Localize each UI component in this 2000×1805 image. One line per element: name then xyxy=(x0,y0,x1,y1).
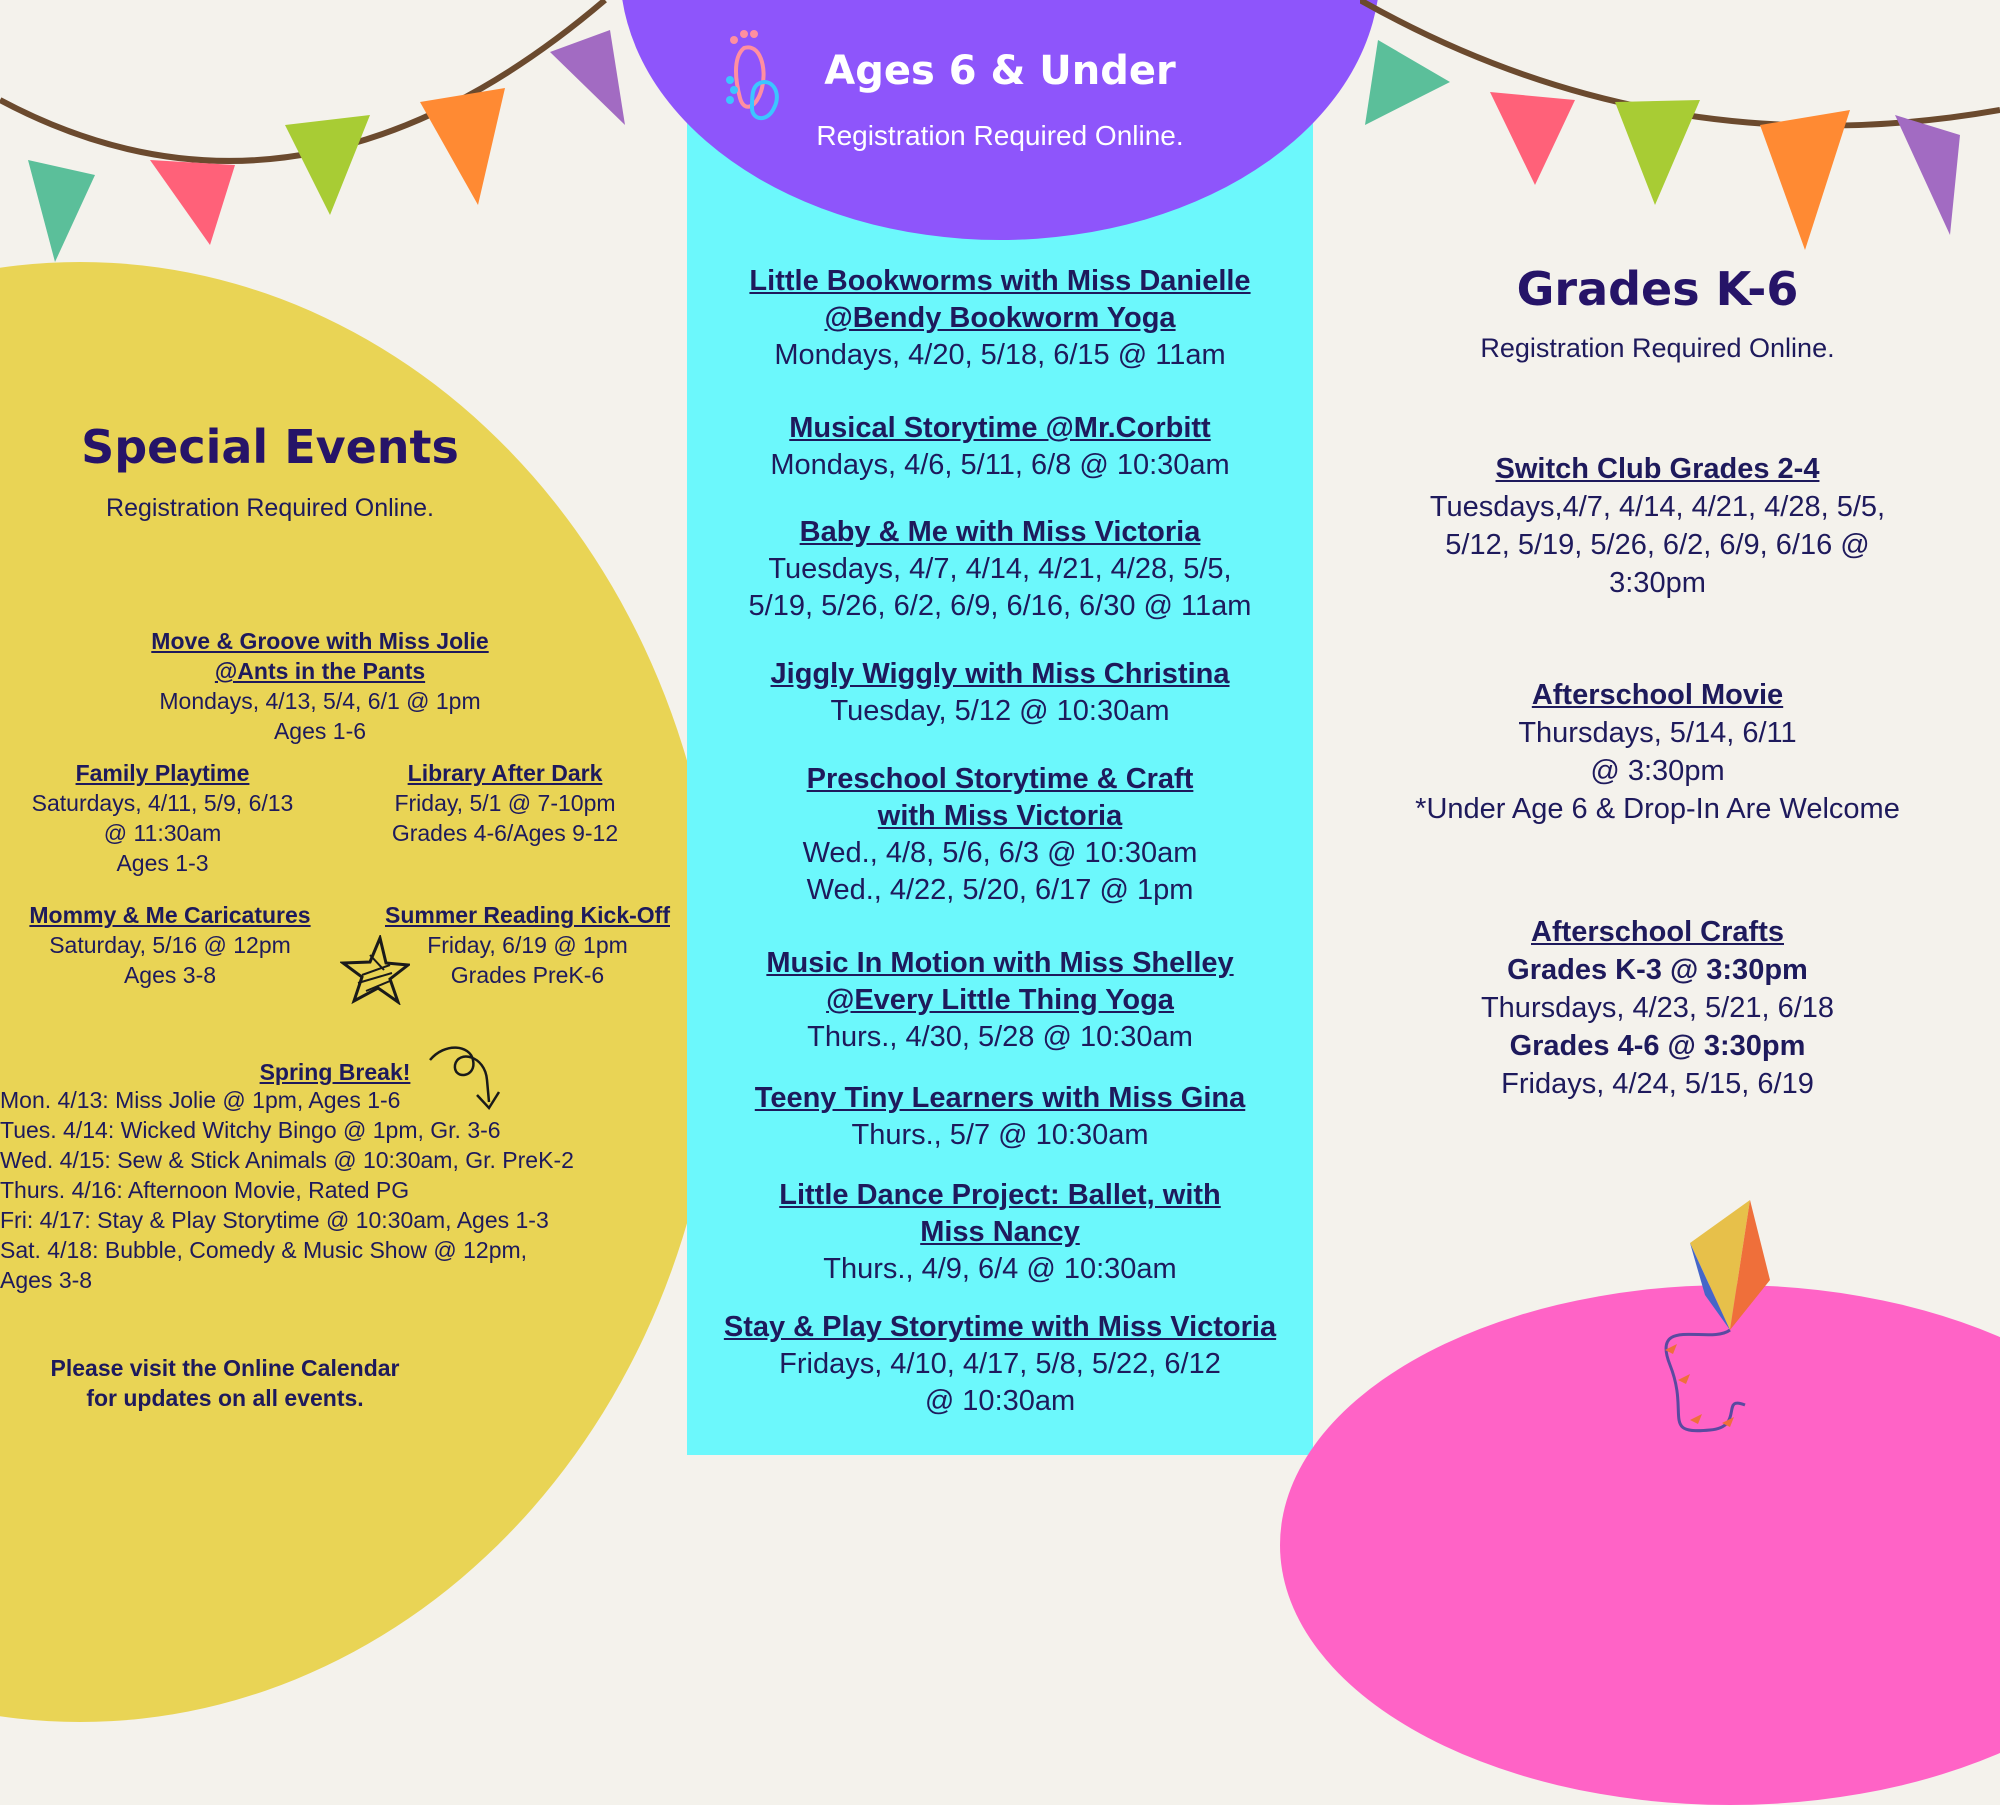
event-group: Grades K-3 @ 3:30pm xyxy=(1507,954,1808,986)
center-subtitle: Registration Required Online. xyxy=(816,120,1184,151)
event-little-dance xyxy=(700,1177,1300,1288)
event-stay-and-play xyxy=(690,1309,1310,1420)
event-link[interactable]: Move & Groove with Miss Jolie xyxy=(151,628,489,654)
footer-line: Please visit the Online Calendar xyxy=(50,1355,400,1381)
event-link[interactable]: Musical Storytime @Mr.Corbitt xyxy=(789,412,1211,444)
bunting-flag-green xyxy=(1615,100,1700,205)
event-link[interactable]: Afterschool Movie xyxy=(1531,679,1784,711)
event-caricatures xyxy=(10,900,330,990)
event-link[interactable]: Jiggly Wiggly with Miss Christina xyxy=(770,658,1230,690)
event-detail: @ 10:30am xyxy=(924,1385,1076,1417)
event-detail: Mondays, 4/13, 5/4, 6/1 @ 1pm xyxy=(159,688,481,714)
bunting-right xyxy=(1360,0,2000,260)
event-family-playtime xyxy=(5,758,320,878)
event-detail: @ 3:30pm xyxy=(1590,755,1725,787)
event-link[interactable]: Music In Motion with Miss Shelley xyxy=(766,947,1234,979)
right-title: Grades K-6 xyxy=(1516,262,1799,316)
event-afterschool-movie xyxy=(1375,676,1940,828)
event-link[interactable]: Summer Reading Kick-Off xyxy=(385,902,670,928)
star-icon xyxy=(340,935,410,1005)
bunting-flag-purple xyxy=(1895,115,1960,235)
event-detail: Thursdays, 4/23, 5/21, 6/18 xyxy=(1480,992,1835,1024)
event-link[interactable]: Family Playtime xyxy=(75,760,250,786)
event-link[interactable]: Little Bookworms with Miss Danielle xyxy=(749,265,1251,297)
event-link[interactable]: Miss Nancy xyxy=(920,1216,1080,1248)
event-detail: Ages 1-6 xyxy=(273,718,367,744)
footer-line: for updates on all events. xyxy=(86,1385,364,1411)
event-jiggly-wiggly xyxy=(700,656,1300,730)
event-detail: Grades PreK-6 xyxy=(450,962,605,988)
event-detail: Thurs., 5/7 @ 10:30am xyxy=(851,1119,1149,1151)
event-detail: 3:30pm xyxy=(1609,567,1706,599)
event-move-groove xyxy=(90,626,550,746)
event-library-after-dark xyxy=(350,758,660,848)
event-detail: Thursdays, 5/14, 6/11 xyxy=(1518,717,1797,749)
event-preschool-storytime xyxy=(700,761,1300,909)
event-detail: Grades 4-6/Ages 9-12 xyxy=(391,820,619,846)
bunting-flag-orange xyxy=(1760,110,1850,250)
event-detail: Saturdays, 4/11, 5/9, 6/13 xyxy=(31,790,294,816)
event-detail: Ages 3-8 xyxy=(123,962,217,988)
bunting-flag-teal xyxy=(1365,40,1450,125)
event-detail: Tuesdays, 4/7, 4/14, 4/21, 4/28, 5/5, xyxy=(768,553,1232,585)
event-music-in-motion xyxy=(700,945,1300,1056)
event-detail: Thurs., 4/9, 6/4 @ 10:30am xyxy=(823,1253,1177,1285)
event-link[interactable]: @Bendy Bookworm Yoga xyxy=(824,302,1176,334)
event-link[interactable]: Library After Dark xyxy=(407,760,603,786)
pink-corner-circle xyxy=(1280,1285,2000,1805)
event-detail: @ 11:30am xyxy=(103,820,222,846)
list-item: Thurs. 4/16: Afternoon Movie, Rated PG xyxy=(0,1177,410,1203)
event-little-bookworms xyxy=(700,263,1300,374)
event-link[interactable]: @Ants in the Pants xyxy=(214,658,426,684)
spring-break-list xyxy=(0,1085,660,1295)
event-detail: Friday, 6/19 @ 1pm xyxy=(427,932,628,958)
event-link[interactable]: Teeny Tiny Learners with Miss Gina xyxy=(754,1082,1246,1114)
event-detail: Friday, 5/1 @ 7-10pm xyxy=(394,790,616,816)
event-link[interactable]: Mommy & Me Caricatures xyxy=(29,902,311,928)
event-detail: Saturday, 5/16 @ 12pm xyxy=(49,932,291,958)
bunting-flag-green xyxy=(285,115,370,215)
event-detail: Fridays, 4/10, 4/17, 5/8, 5/22, 6/12 xyxy=(779,1348,1221,1380)
event-detail: Tuesdays,4/7, 4/14, 4/21, 4/28, 5/5, xyxy=(1429,491,1886,523)
event-link[interactable]: Switch Club Grades 2-4 xyxy=(1495,453,1820,485)
event-link[interactable]: Stay & Play Storytime with Miss Victoria xyxy=(723,1311,1277,1343)
event-detail: Wed., 4/22, 5/20, 6/17 @ 1pm xyxy=(806,874,1194,906)
event-detail: *Under Age 6 & Drop-In Are Welcome xyxy=(1415,793,1900,825)
list-item: Sat. 4/18: Bubble, Comedy & Music Show @ 12pm, xyxy=(0,1237,528,1263)
right-subtitle: Registration Required Online. xyxy=(1480,333,1835,363)
event-link[interactable]: Baby & Me with Miss Victoria xyxy=(799,516,1201,548)
event-detail: Mondays, 4/20, 5/18, 6/15 @ 11am xyxy=(774,339,1226,371)
list-item: Mon. 4/13: Miss Jolie @ 1pm, Ages 1-6 xyxy=(0,1087,401,1113)
list-item: Tues. 4/14: Wicked Witchy Bingo @ 1pm, Gr. 3-6 xyxy=(0,1117,501,1143)
event-detail: Thurs., 4/30, 5/28 @ 10:30am xyxy=(807,1021,1193,1053)
event-musical-storytime xyxy=(700,410,1300,484)
bunting-flag-red xyxy=(150,160,235,245)
list-item: Ages 3-8 xyxy=(0,1267,93,1293)
event-baby-and-me xyxy=(700,514,1300,625)
event-summer-kickoff xyxy=(365,900,690,990)
center-title: Ages 6 & Under xyxy=(824,48,1176,94)
event-detail: Mondays, 4/6, 5/11, 6/8 @ 10:30am xyxy=(770,449,1230,481)
event-group: Grades 4-6 @ 3:30pm xyxy=(1509,1030,1806,1062)
event-switch-club xyxy=(1375,450,1940,602)
event-link[interactable]: Afterschool Crafts xyxy=(1531,916,1784,948)
event-link[interactable]: Little Dance Project: Ballet, with xyxy=(779,1179,1221,1211)
event-detail: Tuesday, 5/12 @ 10:30am xyxy=(830,695,1170,727)
event-teeny-tiny xyxy=(700,1080,1300,1154)
list-item: Wed. 4/15: Sew & Stick Animals @ 10:30am, Gr. PreK-2 xyxy=(0,1147,574,1173)
bunting-flag-teal xyxy=(28,160,95,262)
event-link[interactable]: @Every Little Thing Yoga xyxy=(826,984,1174,1016)
left-subtitle: Registration Required Online. xyxy=(106,494,434,522)
left-title: Special Events xyxy=(81,420,459,474)
bunting-left xyxy=(0,0,640,270)
event-detail: Ages 1-3 xyxy=(116,850,209,876)
bunting-flag-purple xyxy=(550,30,625,125)
bunting-flag-orange xyxy=(420,88,505,205)
kite-icon xyxy=(1650,1195,1850,1445)
bunting-flag-red xyxy=(1490,92,1575,185)
event-detail: 5/12, 5/19, 5/26, 6/2, 6/9, 6/16 @ xyxy=(1445,529,1870,561)
list-item: Fri: 4/17: Stay & Play Storytime @ 10:30am, Ages 1-3 xyxy=(0,1207,549,1233)
event-link[interactable]: Preschool Storytime & Craft xyxy=(806,763,1194,795)
event-afterschool-crafts xyxy=(1375,913,1940,1103)
event-link[interactable]: Spring Break! xyxy=(259,1059,411,1085)
event-detail: 5/19, 5/26, 6/2, 6/9, 6/16, 6/30 @ 11am xyxy=(748,590,1252,622)
spring-break-heading xyxy=(240,1057,430,1087)
event-link[interactable]: with Miss Victoria xyxy=(877,800,1123,832)
footer-note xyxy=(20,1353,430,1413)
event-detail: Fridays, 4/24, 5/15, 6/19 xyxy=(1501,1068,1814,1100)
event-detail: Wed., 4/8, 5/6, 6/3 @ 10:30am xyxy=(802,837,1198,869)
